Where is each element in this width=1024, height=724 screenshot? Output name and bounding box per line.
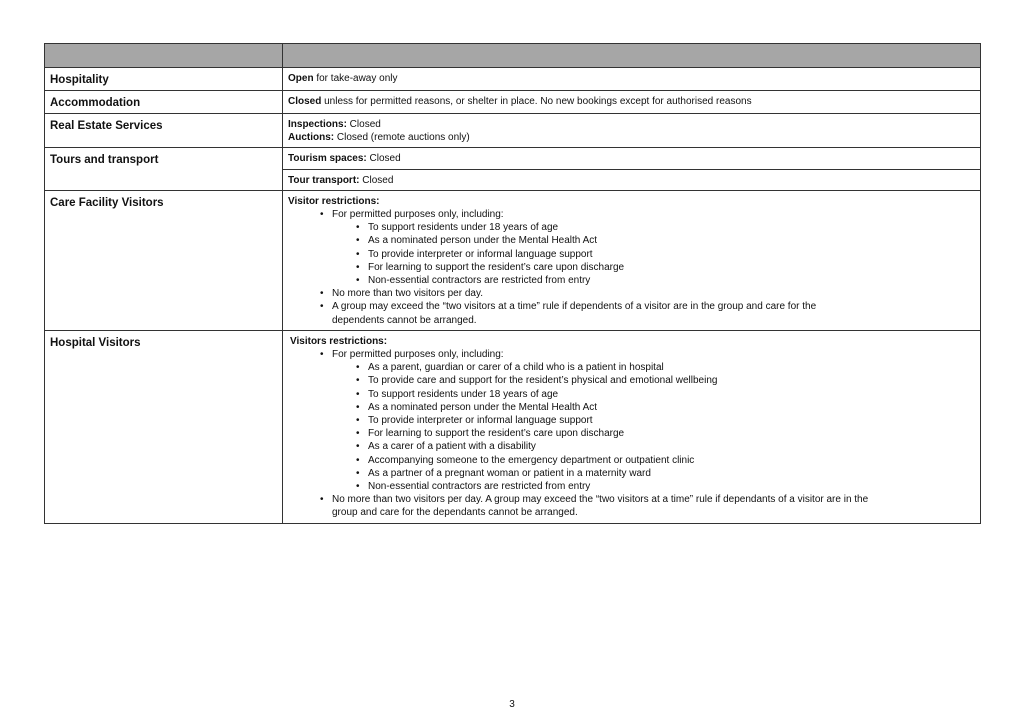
tourism-label: Tourism spaces: (288, 153, 367, 165)
status-text: unless for permitted reasons, or shelter in place. No new bookings except for authorised reasons (321, 96, 752, 107)
list-item (320, 300, 975, 326)
list-item (320, 208, 975, 287)
row-hospital (45, 330, 981, 523)
category-tours: Tours and transport (45, 148, 283, 190)
auctions-label: Auctions: (288, 132, 335, 144)
list-item: • For learning to support the resident’s care upon discharge (356, 427, 975, 440)
auctions-value: Closed (remote auctions only) (334, 132, 470, 144)
list-item: • To support residents under 18 years of age (356, 221, 975, 234)
inspections-line (288, 118, 975, 131)
value-tourism-spaces (283, 148, 981, 169)
list-item: • For learning to support the resident’s care upon discharge (356, 261, 975, 274)
list-item: • Accompanying someone to the emergency department or outpatient clinic (356, 454, 975, 467)
value-tour-transport (283, 169, 981, 190)
category-hospital: Hospital Visitors (45, 330, 283, 523)
tourism-value: Closed (366, 153, 401, 165)
list-item: • No more than two visitors per day. (320, 287, 975, 300)
auctions-line (288, 131, 975, 144)
value-care-facility (283, 190, 981, 330)
list-item (320, 348, 975, 493)
page-number: 3 (509, 699, 515, 710)
row-care-facility (45, 190, 981, 330)
list-item: • As a nominated person under the Mental Health Act (356, 234, 975, 247)
list-item: • To support residents under 18 years of age (356, 388, 975, 401)
inspections-value: Closed (346, 119, 381, 130)
table-header-row (45, 44, 981, 68)
hospital-heading: Visitors restrictions: (290, 335, 388, 347)
transport-value: Closed (359, 174, 394, 186)
value-real-estate (283, 114, 981, 148)
list-item: • As a carer of a patient with a disability (356, 440, 975, 453)
care-purposes-list (332, 221, 975, 287)
header-cell-right (283, 44, 981, 68)
care-list (288, 208, 975, 327)
hospital-limit-line-2: group and care for the dependants cannot be arranged. (332, 507, 578, 519)
status-text: for take-away only (313, 73, 398, 84)
list-item (320, 493, 975, 519)
hospital-purposes-intro: For permitted purposes only, including: (332, 349, 504, 361)
value-hospital (283, 330, 981, 523)
restrictions-table (44, 43, 981, 524)
value-hospitality (283, 68, 981, 91)
list-item: • Non-essential contractors are restricted from entry (356, 480, 975, 493)
row-accommodation (45, 91, 981, 114)
status-bold: Closed (288, 96, 322, 107)
inspections-label: Inspections: (288, 119, 347, 130)
value-accommodation (283, 91, 981, 114)
status-bold: Open (288, 73, 314, 84)
list-item: • To provide interpreter or informal language support (356, 248, 975, 261)
category-hospitality: Hospitality (45, 68, 283, 91)
care-heading: Visitor restrictions: (288, 195, 380, 207)
list-item: • As a nominated person under the Mental Health Act (356, 401, 975, 414)
care-purposes-intro: For permitted purposes only, including: (332, 209, 504, 221)
category-accommodation: Accommodation (45, 91, 283, 114)
care-group-line-1: • A group may exceed the “two visitors at a time” rule if dependents of a visitor are in the group and care for the (332, 301, 817, 313)
category-real-estate: Real Estate Services (45, 114, 283, 148)
header-cell-left (45, 44, 283, 68)
list-item: • As a parent, guardian or carer of a child who is a patient in hospital (356, 361, 975, 374)
list-item: • As a partner of a pregnant woman or patient in a maternity ward (356, 467, 975, 480)
list-item: • To provide care and support for the resident’s physical and emotional wellbeing (356, 374, 975, 387)
hospital-limit-line-1: • No more than two visitors per day. A group may exceed the “two visitors at a time” rule if dependants of a visitor are in the (332, 494, 869, 506)
hospital-list (288, 348, 975, 520)
transport-label: Tour transport: (288, 174, 360, 186)
hospital-purposes-list (332, 361, 975, 493)
row-real-estate (45, 114, 981, 148)
list-item: • Non-essential contractors are restricted from entry (356, 274, 975, 287)
care-group-line-2: dependents cannot be arranged. (332, 314, 477, 326)
row-hospitality (45, 68, 981, 91)
row-tours-1 (45, 148, 981, 169)
category-care-facility: Care Facility Visitors (45, 190, 283, 330)
list-item: • To provide interpreter or informal language support (356, 414, 975, 427)
